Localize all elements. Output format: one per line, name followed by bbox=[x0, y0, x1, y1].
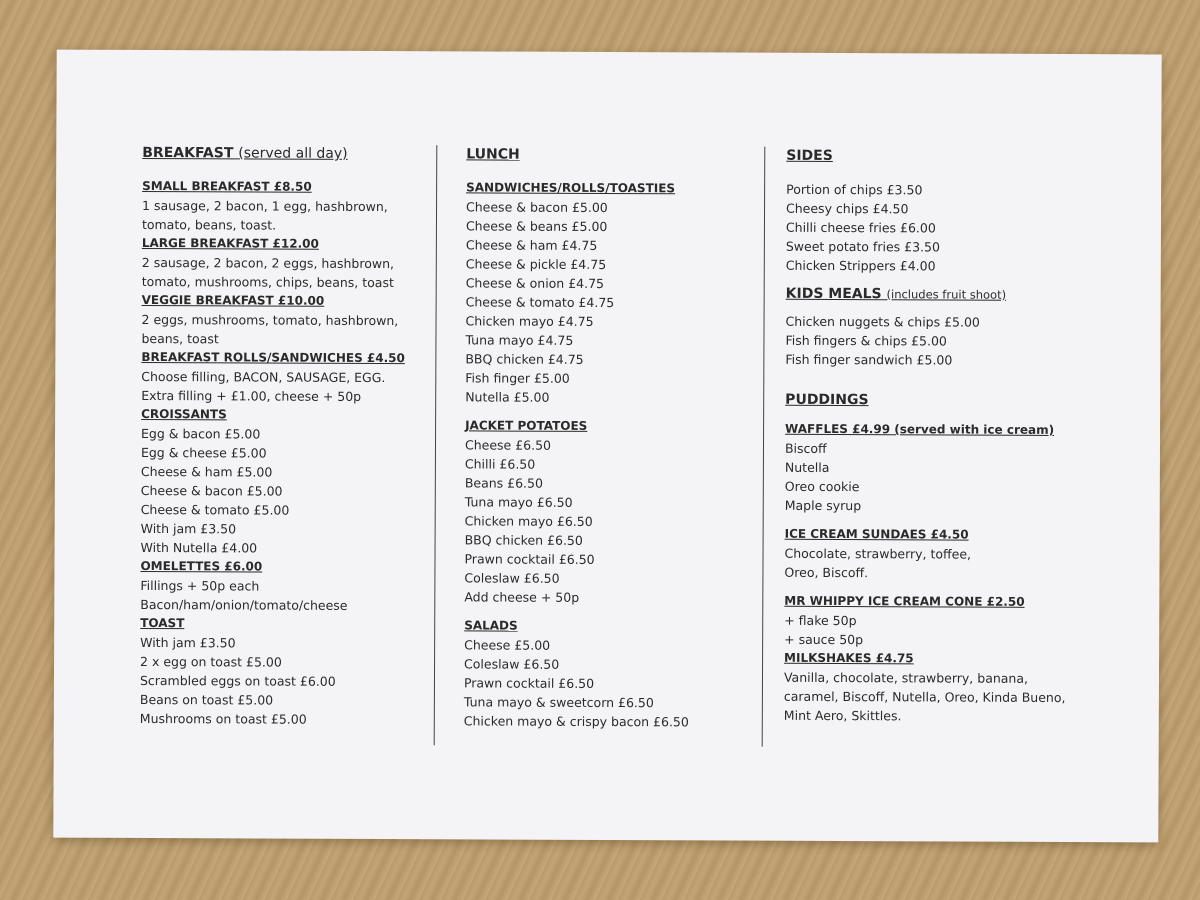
jacket-item: Cheese £6.50 bbox=[464, 437, 552, 453]
jacket-item: Chilli £6.50 bbox=[464, 456, 536, 472]
salad-item: Cheese £5.00 bbox=[464, 637, 551, 653]
milkshake-item: Vanilla, chocolate, strawberry, banana, bbox=[783, 669, 1029, 686]
menu-sheet bbox=[53, 50, 1161, 843]
breakfast-rolls-desc-1: Choose filling, BACON, SAUSAGE, EGG. bbox=[141, 368, 386, 386]
sandwich-item: Cheese & bacon £5.00 bbox=[466, 199, 608, 215]
sandwich-item: Fish finger £5.00 bbox=[465, 370, 570, 386]
side-item: Cheesy chips £4.50 bbox=[786, 200, 909, 217]
breakfast-rolls-desc-2: Extra filling + £1.00, cheese + 50p bbox=[141, 387, 362, 404]
kids-meals-heading: KIDS MEALS (includes fruit shoot) bbox=[785, 285, 1007, 303]
salad-item: Coleslaw £6.50 bbox=[464, 656, 560, 672]
milkshake-item: caramel, Biscoff, Nutella, Oreo, Kinda Bueno, bbox=[783, 688, 1066, 706]
sandwich-item: Cheese & tomato £4.75 bbox=[465, 294, 615, 311]
large-breakfast-desc-2: tomato, mushrooms, chips, beans, toast bbox=[141, 273, 394, 291]
sandwich-item: Nutella £5.00 bbox=[465, 389, 550, 405]
salad-item: Chicken mayo & crispy bacon £6.50 bbox=[463, 713, 689, 730]
breakfast-rolls-title: BREAKFAST ROLLS/SANDWICHES £4.50 bbox=[141, 349, 405, 366]
sandwich-item: Chicken mayo £4.75 bbox=[465, 313, 594, 329]
croissant-item: Egg & cheese £5.00 bbox=[140, 444, 267, 461]
sandwich-item: Cheese & ham £4.75 bbox=[465, 237, 598, 253]
toast-item: Scrambled eggs on toast £6.00 bbox=[139, 672, 336, 689]
sandwich-item: Cheese & beans £5.00 bbox=[465, 218, 608, 234]
side-item: Portion of chips £3.50 bbox=[786, 181, 923, 198]
lunch-heading: LUNCH bbox=[466, 146, 520, 163]
milkshakes-title: MILKSHAKES £4.75 bbox=[784, 650, 914, 666]
croissant-item: With Nutella £4.00 bbox=[140, 539, 258, 556]
toast-item: 2 x egg on toast £5.00 bbox=[140, 653, 282, 670]
salad-item: Prawn cocktail £6.50 bbox=[463, 675, 595, 691]
kids-meals-note: (includes fruit shoot) bbox=[886, 287, 1007, 302]
kids-item: Fish fingers & chips £5.00 bbox=[785, 332, 947, 349]
small-breakfast-title: SMALL BREAKFAST £8.50 bbox=[142, 178, 312, 194]
breakfast-note: (served all day) bbox=[238, 145, 348, 162]
salads-title: SALADS bbox=[464, 618, 518, 633]
sundaes-title: ICE CREAM SUNDAES £4.50 bbox=[784, 526, 969, 542]
omelettes-title: OMELETTES £6.00 bbox=[140, 558, 263, 574]
puddings-heading: PUDDINGS bbox=[785, 391, 869, 409]
croissant-item: Egg & bacon £5.00 bbox=[141, 425, 261, 442]
veggie-breakfast-title: VEGGIE BREAKFAST £10.00 bbox=[141, 292, 325, 308]
whippy-item: + flake 50p bbox=[784, 612, 857, 629]
jacket-item: Chicken mayo £6.50 bbox=[464, 513, 593, 529]
milkshake-item: Mint Aero, Skittles. bbox=[783, 707, 902, 724]
sandwich-item: Cheese & onion £4.75 bbox=[465, 275, 605, 291]
waffles-title: WAFFLES £4.99 (served with ice cream) bbox=[785, 421, 1055, 437]
croissant-item: Cheese & ham £5.00 bbox=[140, 463, 273, 480]
croissants-title: CROISSANTS bbox=[141, 406, 227, 422]
waffle-item: Maple syrup bbox=[784, 497, 862, 514]
toast-title: TOAST bbox=[140, 615, 185, 631]
jacket-item: BBQ chicken £6.50 bbox=[464, 532, 583, 548]
sandwich-item: Tuna mayo £4.75 bbox=[465, 332, 574, 348]
large-breakfast-title: LARGE BREAKFAST £12.00 bbox=[141, 235, 319, 251]
sandwich-item: BBQ chicken £4.75 bbox=[465, 351, 584, 367]
sandwich-item: Cheese & pickle £4.75 bbox=[465, 256, 607, 272]
sides-heading: SIDES bbox=[786, 147, 833, 164]
jacket-potatoes-title: JACKET POTATOES bbox=[465, 418, 588, 433]
whippy-item: + sauce 50p bbox=[784, 631, 864, 648]
veggie-breakfast-desc-1: 2 eggs, mushrooms, tomato, hashbrown, bbox=[141, 311, 399, 329]
side-item: Chilli cheese fries £6.00 bbox=[785, 219, 936, 236]
small-breakfast-desc-2: tomato, beans, toast. bbox=[141, 216, 277, 233]
jacket-item: Tuna mayo £6.50 bbox=[464, 494, 573, 510]
waffle-item: Oreo cookie bbox=[784, 478, 860, 495]
whippy-title: MR WHIPPY ICE CREAM CONE £2.50 bbox=[784, 593, 1025, 609]
croissant-item: With jam £3.50 bbox=[140, 520, 237, 537]
waffle-item: Nutella bbox=[784, 459, 830, 475]
toast-item: With jam £3.50 bbox=[140, 634, 236, 651]
toast-item: Beans on toast £5.00 bbox=[139, 691, 274, 708]
jacket-item: Beans £6.50 bbox=[464, 475, 543, 491]
waffle-item: Biscoff bbox=[784, 440, 827, 456]
toast-item: Mushrooms on toast £5.00 bbox=[139, 710, 307, 727]
jacket-item: Coleslaw £6.50 bbox=[464, 570, 560, 586]
large-breakfast-desc-1: 2 sausage, 2 bacon, 2 eggs, hashbrown, bbox=[141, 254, 395, 272]
lunch-column bbox=[464, 145, 757, 731]
omelette-item: Fillings + 50p each bbox=[140, 577, 260, 594]
jacket-item: Prawn cocktail £6.50 bbox=[464, 551, 595, 567]
breakfast-column bbox=[140, 144, 433, 729]
veggie-breakfast-desc-2: beans, toast bbox=[141, 330, 219, 347]
column-divider-right bbox=[762, 147, 766, 747]
sundae-item: Oreo, Biscoff. bbox=[784, 564, 869, 581]
salad-item: Tuna mayo & sweetcorn £6.50 bbox=[463, 694, 654, 711]
croissant-item: Cheese & bacon £5.00 bbox=[140, 482, 283, 499]
sandwiches-title: SANDWICHES/ROLLS/TOASTIES bbox=[466, 180, 676, 196]
breakfast-heading: BREAKFAST (served all day) bbox=[142, 144, 348, 162]
jacket-item: Add cheese + 50p bbox=[464, 589, 580, 605]
small-breakfast-desc-1: 1 sausage, 2 bacon, 1 egg, hashbrown, bbox=[142, 197, 388, 215]
side-item: Sweet potato fries £3.50 bbox=[785, 238, 940, 255]
sundae-item: Chocolate, strawberry, toffee, bbox=[784, 545, 972, 562]
croissant-item: Cheese & tomato £5.00 bbox=[140, 501, 290, 518]
kids-item: Fish finger sandwich £5.00 bbox=[785, 351, 953, 368]
omelette-item: Bacon/ham/onion/tomato/cheese bbox=[140, 596, 348, 613]
kids-item: Chicken nuggets & chips £5.00 bbox=[785, 313, 980, 330]
sides-column bbox=[784, 147, 1117, 726]
side-item: Chicken Strippers £4.00 bbox=[785, 257, 936, 274]
column-divider-left bbox=[434, 145, 438, 745]
